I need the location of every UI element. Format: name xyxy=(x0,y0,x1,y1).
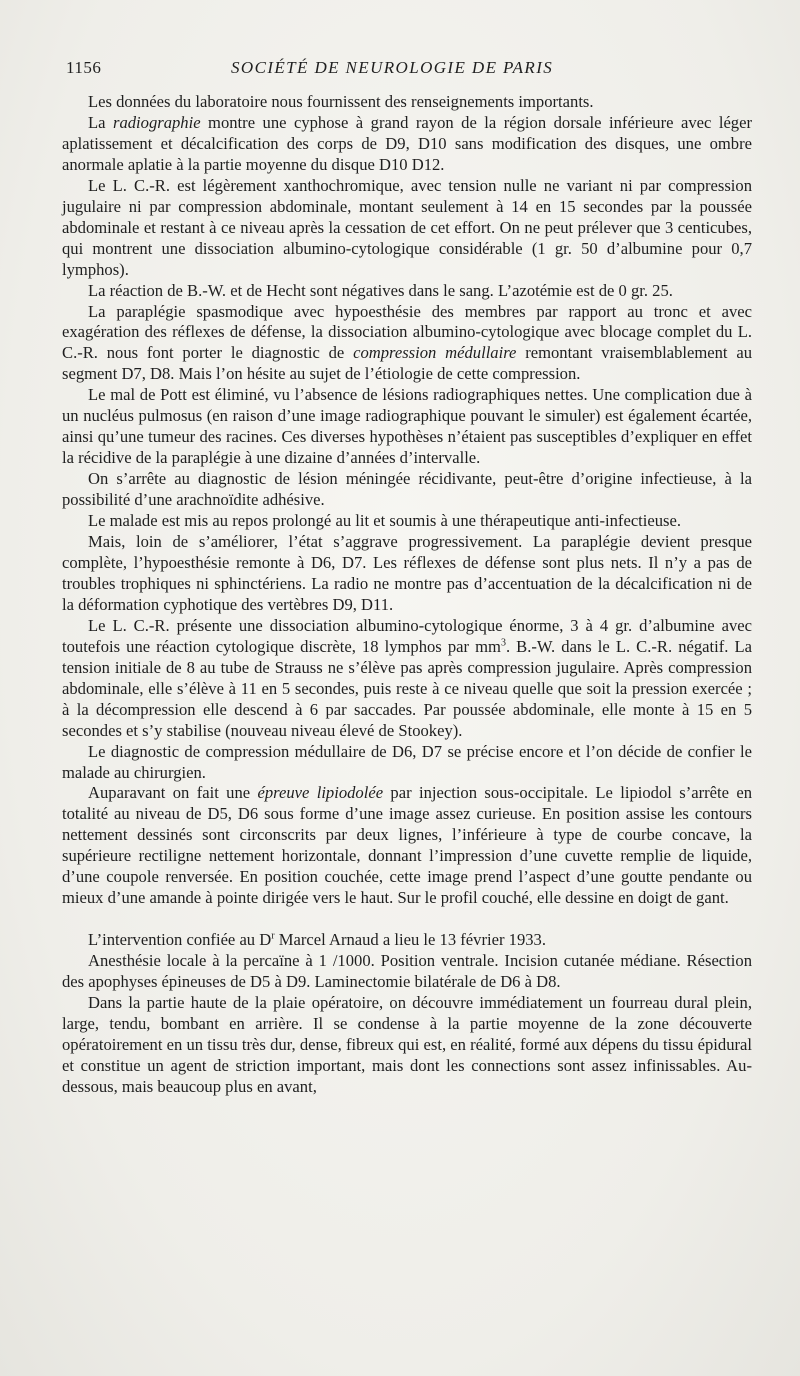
italic-term: épreuve lipiodolée xyxy=(257,783,384,803)
paragraph: La réaction de B.-W. et de Hecht sont négatives dans le sang. L’azotémie est de 0 gr. 25. xyxy=(88,280,673,300)
text-run: Le L. C.-R. présente une dissociation albumino-cytologique énorme, 3 à 4 gr. d’albumine avec toutefois une réaction cytologique discrète, 18 lymphos par mm xyxy=(62,615,752,656)
paragraph: Mais, loin de s’améliorer, l’état s’aggrave progressivement. La paraplégie devient presque complète, l’hypoesthésie remonte à D6, D7. Les réflexes de défense sont plus nets. Il n’y a pas de troubles trophiques ni sphinctériens. La radio ne montre pas d’accentuation de la décalcification ni de la déformation cyphotique des vertèbres D9, D11. xyxy=(62,532,752,614)
paragraph: Le diagnostic de compression médullaire de D6, D7 se précise encore et l’on décide de confier le malade au chirurgien. xyxy=(62,741,752,782)
text-run: par injection sous-occipitale. Le lipiodol s’arrête en totalité au niveau de D5, D6 sous forme d’une image assez curieuse. En position assise les contours nettement dessinés sont circonscrits par deux lignes, l’inférieure à type de courbe concave, la supérieure rectiligne nettement horizontale, donnant l’impression d’une cuvette remplie de liquide, d’une coupole renversée. En position couchée, cette image prend l’aspect d’une goutte pendante ou mieux d’une amande à pointe dirigée vers le haut. Sur le profil couché, elle dessine en doigt de gant. xyxy=(62,783,752,908)
text-run: La xyxy=(88,112,113,132)
text-run: La paraplégie spasmodique avec hypoesthésie des membres par rapport au tronc et avec exagération des réflexes de défense, la dissociation albumino-cytologique avec blocage complet du L. C.-R. nous font porter le diagnostic de xyxy=(62,301,752,363)
paragraph: Les données du laboratoire nous fournissent des renseignements importants. xyxy=(88,92,594,111)
superscript: 3 xyxy=(500,637,506,649)
paragraph xyxy=(62,616,752,742)
paragraph xyxy=(62,113,752,176)
text-run: montre une cyphose à grand rayon de la région dorsale inférieure avec léger aplatissement et décalcification des corps de D9, D10 sans modification des disques, une ombre anormale aplatie à la partie moyenne du disque D10 D12. xyxy=(62,112,752,174)
running-head: SOCIÉTÉ DE NEUROLOGIE DE PARIS xyxy=(231,58,554,77)
paragraph xyxy=(62,783,752,909)
italic-term: compression médullaire xyxy=(353,343,517,363)
text-run: remontant vraisemblablement au segment D7, D8. Mais l’on hésite au sujet de l’étiologie de cette compression. xyxy=(62,343,752,384)
paragraph: Le mal de Pott est éliminé, vu l’absence de lésions radiographiques nettes. Une complication due à un nucléus pulmosus (en raison d’une image radiographique pouvant le simuler) est également écartée, ainsi qu’une tumeur des racines. Ces diverses hypothèses n’étaient pas susceptibles d’expliquer en effet la récidive de la paraplégie à une dizaine d’années d’intervalle. xyxy=(62,385,752,468)
paragraph: On s’arrête au diagnostic de lésion méningée récidivante, peut-être d’origine infectieuse, à la possibilité d’une arachnoïdite adhésive. xyxy=(62,469,752,510)
text-run: . B.-W. dans le L. C.-R. négatif. La tension initiale de 8 au tube de Strauss ne s’élève pas après compression jugulaire. Après compression abdominale, elle s’élève à 11 en 5 secondes, puis reste à ce niveau quelle que soit la pression exercée ; à la décompression elle descend à 6 par saccades. Par poussée abdominale, elle monte à 15 en 5 secondes et s’y stabilise (nouveau niveau élevé de Stookey). xyxy=(62,636,753,740)
italic-term: radiographie xyxy=(112,112,201,132)
body-text xyxy=(62,92,752,1098)
paragraph: Le L. C.-R. est légèrement xanthochromique, avec tension nulle ne variant ni par compression jugulaire ni par compression abdominale, montant seulement à 14 en 15 secondes par la poussée abdominale et restant à ce niveau après la cessation de cet effort. On ne peut prélever que 3 centicubes, qui montrent une dissociation albumino-cytologique considérable (1 gr. 50 d’albumine pour 0,7 lymphos). xyxy=(62,175,752,279)
page-number: 1156 xyxy=(66,58,102,77)
paragraph: Le malade est mis au repos prolongé au lit et soumis à une thérapeutique anti-infectieuse. xyxy=(88,511,682,531)
paragraph: Anesthésie locale à la percaïne à 1 /1000. Position ventrale. Incision cutanée médiane. Résection des apophyses épineuses de D5 à D9. Laminectomie bilatérale de D6 à D8. xyxy=(62,951,752,992)
page-header xyxy=(66,58,746,80)
paragraph xyxy=(62,930,752,951)
paragraph: Dans la partie haute de la plaie opératoire, on découvre immédiatement un fourreau dural plein, large, tendu, bombant en arrière. Il se condense à la partie moyenne de la zone découverte opératoirement en un tissu très dur, dense, fibreux qui est, en réalité, formé aux dépens du tissu épidural et constitue un agent de striction important, mais dont les connections sont assez infinissables. Au-dessous, mais beaucoup plus en avant, xyxy=(62,993,752,1096)
superscript: r xyxy=(271,930,275,942)
paragraph xyxy=(62,302,752,386)
text-run: Auparavant on fait une xyxy=(88,783,258,803)
text-run: Marcel Arnaud a lieu le 13 février 1933. xyxy=(274,930,546,950)
text-run: L’intervention confiée au D xyxy=(88,930,272,950)
